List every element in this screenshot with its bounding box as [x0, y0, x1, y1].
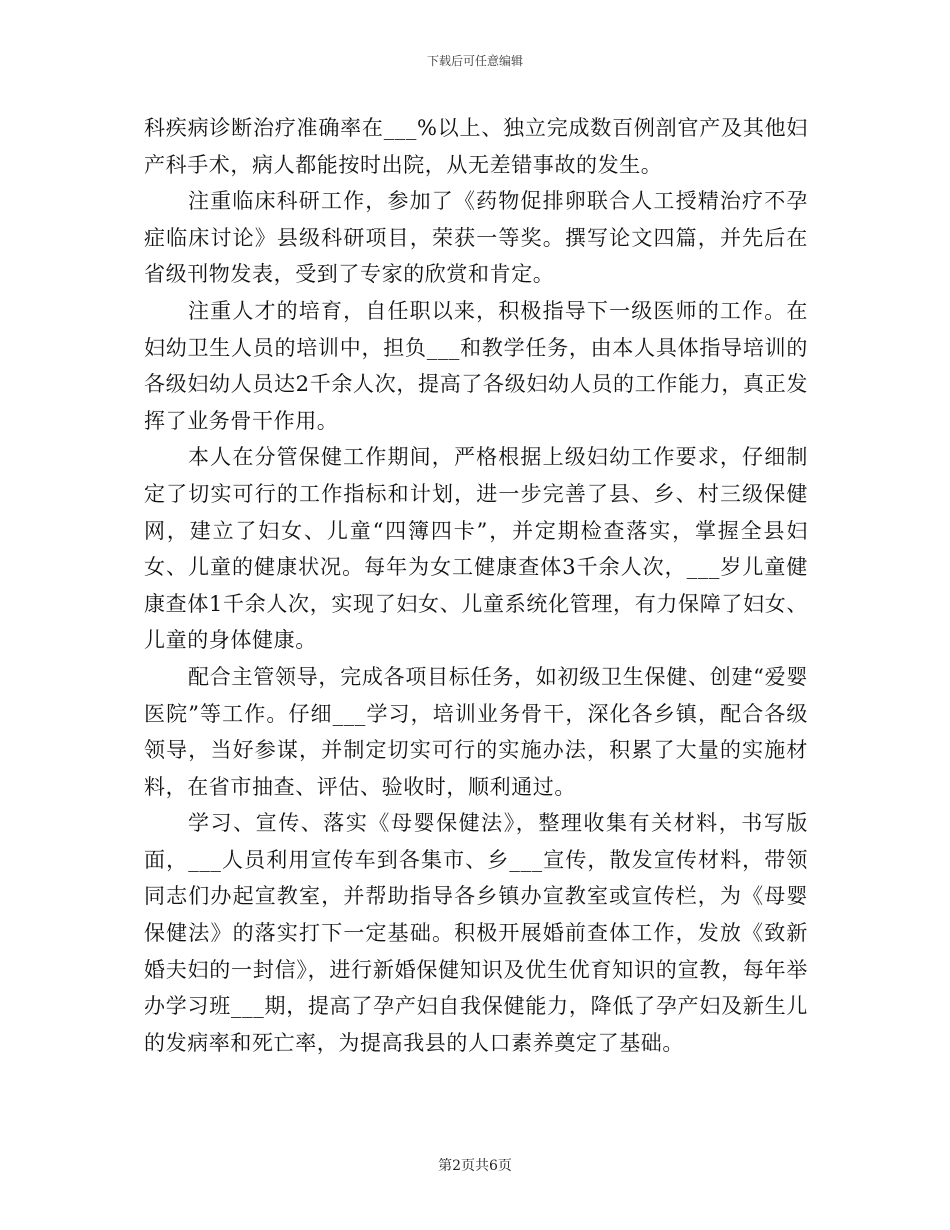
paragraph-health-care: 本人在分管保健工作期间，严格根据上级妇幼工作要求，仔细制定了切实可行的工作指标和计划，进一步完善了县、乡、村三级保健网，建立了妇女、儿童“四簿四卡”，并定期检查落实，掌握全县妇女、儿童的健康状况。每年为女工健康查体3千余人次，___岁儿童健康查体1千余人次，实现了妇女、儿童系统化管理，有力保障了妇女、儿童的身体健康。	[144, 445, 808, 653]
paragraph-continuation: 科疾病诊断治疗准确率在___%以上、独立完成数百例剖官产及其他妇产科手术，病人都能按时出院，从无差错事故的发生。	[144, 116, 808, 177]
page-footer: 第2页共6页	[438, 1158, 512, 1174]
paragraph-research: 注重临床科研工作，参加了《药物促排卵联合人工授精治疗不孕症临床讨论》县级科研项目，荣获一等奖。撰写论文四篇，并先后在省级刊物发表，受到了专家的欣赏和肯定。	[144, 189, 808, 287]
document-body	[144, 110, 808, 1061]
paragraph-coordination: 配合主管领导，完成各项目标任务，如初级卫生保健、创建“爱婴医院”等工作。仔细___学习，培训业务骨干，深化各乡镇，配合各级领导，当好参谋，并制定切实可行的实施办法，积累了大量的实施材料，在省市抽查、评估、验收时，顺利通过。	[144, 664, 808, 799]
paragraph-publicity: 学习、宣传、落实《母婴保健法》，整理收集有关材料，书写版面，___人员利用宣传车到各集市、乡___宣传，散发宣传材料，带领同志们办起宣教室，并帮助指导各乡镇办宣教室或宣传栏，为《母婴保健法》的落实打下一定基础。积极开展婚前查体工作，发放《致新婚夫妇的一封信》，进行新婚保健知识及优生优育知识的宣教，每年举办学习班___期，提高了孕产妇自我保健能力，降低了孕产妇及新生儿的发病率和死亡率，为提高我县的人口素养奠定了基础。	[144, 811, 808, 1055]
page-header: 下载后可任意编辑	[426, 54, 523, 68]
paragraph-training: 注重人才的培育，自任职以来，积极指导下一级医师的工作。在妇幼卫生人员的培训中，担负___和教学任务，由本人具体指导培训的各级妇幼人员达2千余人次，提高了各级妇幼人员的工作能力，真正发挥了业务骨干作用。	[144, 298, 808, 433]
